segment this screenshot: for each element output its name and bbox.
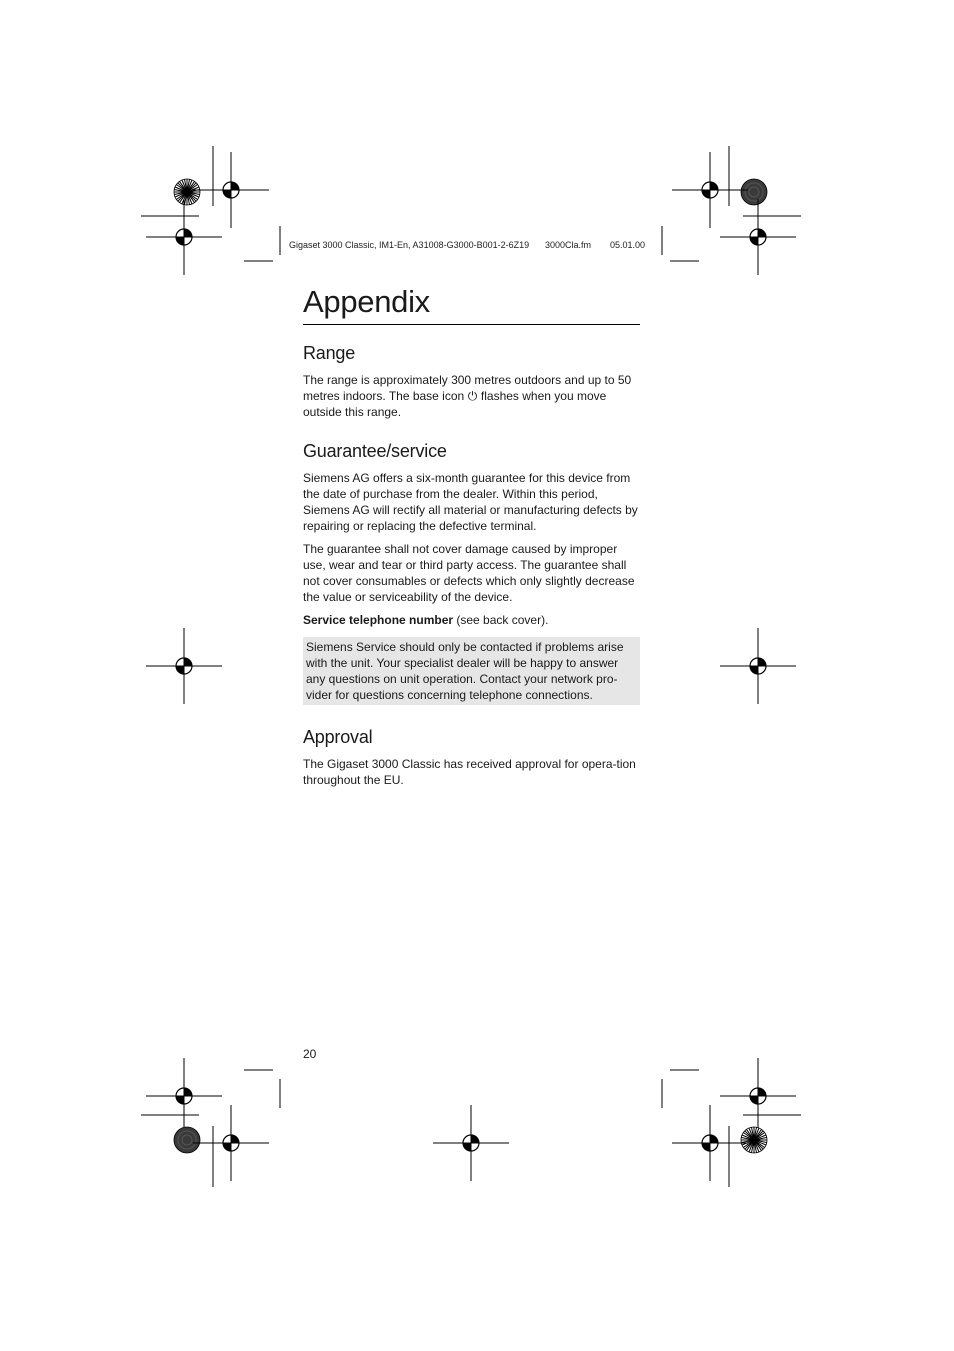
- page-content: [303, 284, 640, 795]
- base-station-icon: ⏻: [467, 389, 478, 403]
- header-file-name: 3000Cla.fm: [545, 240, 592, 250]
- header-date: 05.01.00: [610, 240, 646, 250]
- service-telephone-suffix: (see back cover).: [453, 613, 549, 627]
- guarantee-paragraph-1: Siemens AG offers a six-month guarantee for this device from the date of purchase from the dealer. Within this period, Siemens AG will rectify all material or manufacturing defects by repairing or replacing the defective terminal.: [303, 471, 638, 533]
- range-heading: Range: [303, 343, 356, 363]
- header-doc-info: Gigaset 3000 Classic, IM1-En, A31008-G3000-B001-2-6Z19: [289, 240, 530, 250]
- page-title: Appendix: [303, 284, 640, 325]
- service-telephone-label: Service telephone number: [303, 613, 454, 627]
- service-telephone-line: [303, 612, 640, 628]
- range-section: [303, 343, 640, 420]
- service-note-box: Siemens Service should only be contacted if problems arise with the unit. Your specialist dealer will be happy to answer any questions on unit operation. Contact your network pro-vider for questions concerning telephone connections.: [303, 637, 640, 705]
- approval-text: The Gigaset 3000 Classic has received approval for opera-tion throughout the EU.: [303, 757, 636, 787]
- page-number: 20: [303, 1047, 317, 1061]
- guarantee-section: [303, 441, 640, 705]
- guarantee-heading: Guarantee/service: [303, 441, 447, 461]
- guarantee-paragraph-2: The guarantee shall not cover damage caused by improper use, wear and tear or third party access. The guarantee shall not cover consumables or defects which only slightly decrease the value or serviceability of the device.: [303, 542, 635, 604]
- approval-section: [303, 727, 640, 788]
- range-text-end: flashes when you move outside this range.: [303, 389, 607, 419]
- range-text: [303, 372, 640, 420]
- range-text-start: The range is approximately 300 metres outdoors and up to 50 metres indoors. The base icon: [303, 373, 632, 403]
- approval-heading: Approval: [303, 727, 373, 747]
